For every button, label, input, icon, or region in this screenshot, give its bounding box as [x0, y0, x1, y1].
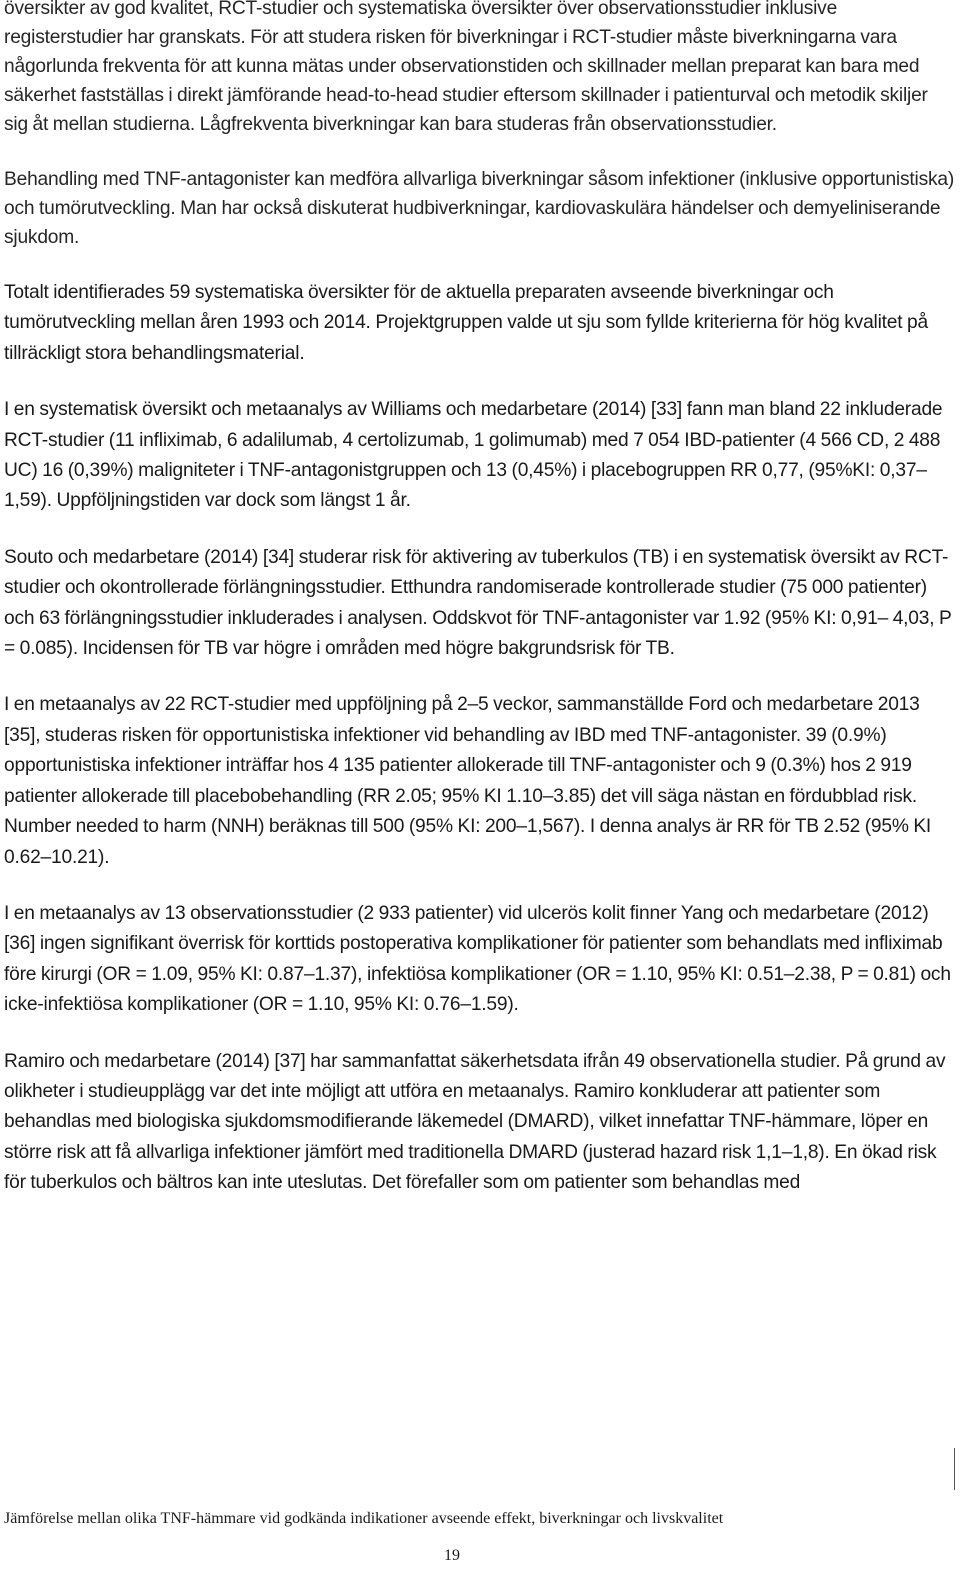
paragraph-study-methods: översikter av god kvalitet, RCT-studier och systematiska översikter över observationsstudier inklusive registerstudier har granskats. För att studera risken för biverkningar i RCT-studier måste biverkningarna vara någorlunda frekventa för att kunna mätas under observationstiden och skillnader mellan preparat kan bara med säkerhet fastställas i direkt jämförande head-to-head studier eftersom skillnader i patienturval och metodik skiljer sig åt mellan studierna. Lågfrekventa biverkningar kan bara studeras från observationsstudier. — [4, 0, 928, 135]
margin-rule — [954, 1448, 955, 1490]
document-body — [4, 0, 956, 1225]
paragraph-adverse-effects: Behandling med TNF-antagonister kan medföra allvarliga biverkningar såsom infektioner (inklusive opportunistiska) och tumörutveckling. Man har också diskuterat hudbiverkningar, kardiovaskulära händelser och demyeliniserande sjukdom. — [4, 169, 955, 248]
paragraph-systematic-reviews: Totalt identifierades 59 systematiska översikter för de aktuella preparaten avseende biverkningar och tumörutveckling mellan åren 1993 och 2014. Projektgruppen valde ut sju som fyllde kriterierna för hög kvalitet på tillräckligt stora behandlingsmaterial. — [4, 282, 928, 364]
paragraph-ramiro-2014: Ramiro och medarbetare (2014) [37] har sammanfattat säkerhetsdata ifrån 49 observationella studier. På grund av olikheter i studieupplägg var det inte möjligt att utföra en metaanalys. Ramiro konkluderar att patienter som behandlas med biologiska sjukdomsmodifierande läkemedel (DMARD), vilket innefattar TNF-hämmare, löper en större risk att få allvarliga infektioner jämfört med traditionella DMARD (justerad hazard risk 1,1–1,8). En ökad risk för tuberkulos och bältros kan inte uteslutas. Det förefaller som om patienter som behandlas med — [4, 1050, 946, 1194]
running-footer: Jämförelse mellan olika TNF-hämmare vid godkända indikationer avseende effekt, biverkningar och livskvalitet — [4, 1510, 724, 1527]
paragraph-yang-2012: I en metaanalys av 13 observationsstudier (2 933 patienter) vid ulcerös kolit finner Yang och medarbetare (2012) [36] ingen signifikant överrisk för korttids postoperativa komplikationer för patienter som behandlats med infliximab före kirurgi (OR = 1.09, 95% KI: 0.87–1.37), infektiösa komplikationer (OR = 1.10, 95% KI: 0.51–2.38, P = 0.81) och icke-infektiösa komplikationer (OR = 1.10, 95% KI: 0.76–1.59). — [4, 902, 951, 1016]
paragraph-ford-2013: I en metaanalys av 22 RCT-studier med uppföljning på 2–5 veckor, sammanställde Ford och medarbetare 2013 [35], studeras risken för opportunistiska infektioner vid behandling av IBD med TNF-antagonister. 39 (0.9%) opportunistiska infektioner inträffar hos 4 135 patienter allokerade till TNF-antagonister och 9 (0.3%) hos 2 919 patienter allokerade till placebobehandling (RR 2.05; 95% KI 1.10–3.85) det vill säga nästan en fördubblad risk. Number needed to harm (NNH) beräknas till 500 (95% KI: 200–1,567). I denna analys är RR för TB 2.52 (95% KI 0.62–10.21). — [4, 694, 932, 868]
paragraph-souto-2014: Souto och medarbetare (2014) [34] studerar risk för aktivering av tuberkulos (TB) i en systematisk översikt av RCT-studier och okontrollerade förlängningsstudier. Etthundra randomiserade kontrollerade studier (75 000 patienter) och 63 förlängningsstudier inkluderades i analysen. Oddskvot för TNF-antagonister var 1.92 (95% KI: 0,91– 4,03, P = 0.085). Incidensen för TB var högre i områden med högre bakgrundsrisk för TB. — [4, 546, 952, 660]
page-number: 19 — [444, 1547, 460, 1564]
paragraph-williams-2014: I en systematisk översikt och metaanalys av Williams och medarbetare (2014) [33] fann man bland 22 inkluderade RCT-studier (11 infliximab, 6 adalilumab, 4 certolizumab, 1 golimumab) med 7 054 IBD-patienter (4 566 CD, 2 488 UC) 16 (0,39%) maligniteter i TNF-antagonistgruppen och 13 (0,45%) i placebogruppen RR 0,77, (95%KI: 0,37–1,59). Uppföljningstiden var dock som längst 1 år. — [4, 399, 943, 512]
